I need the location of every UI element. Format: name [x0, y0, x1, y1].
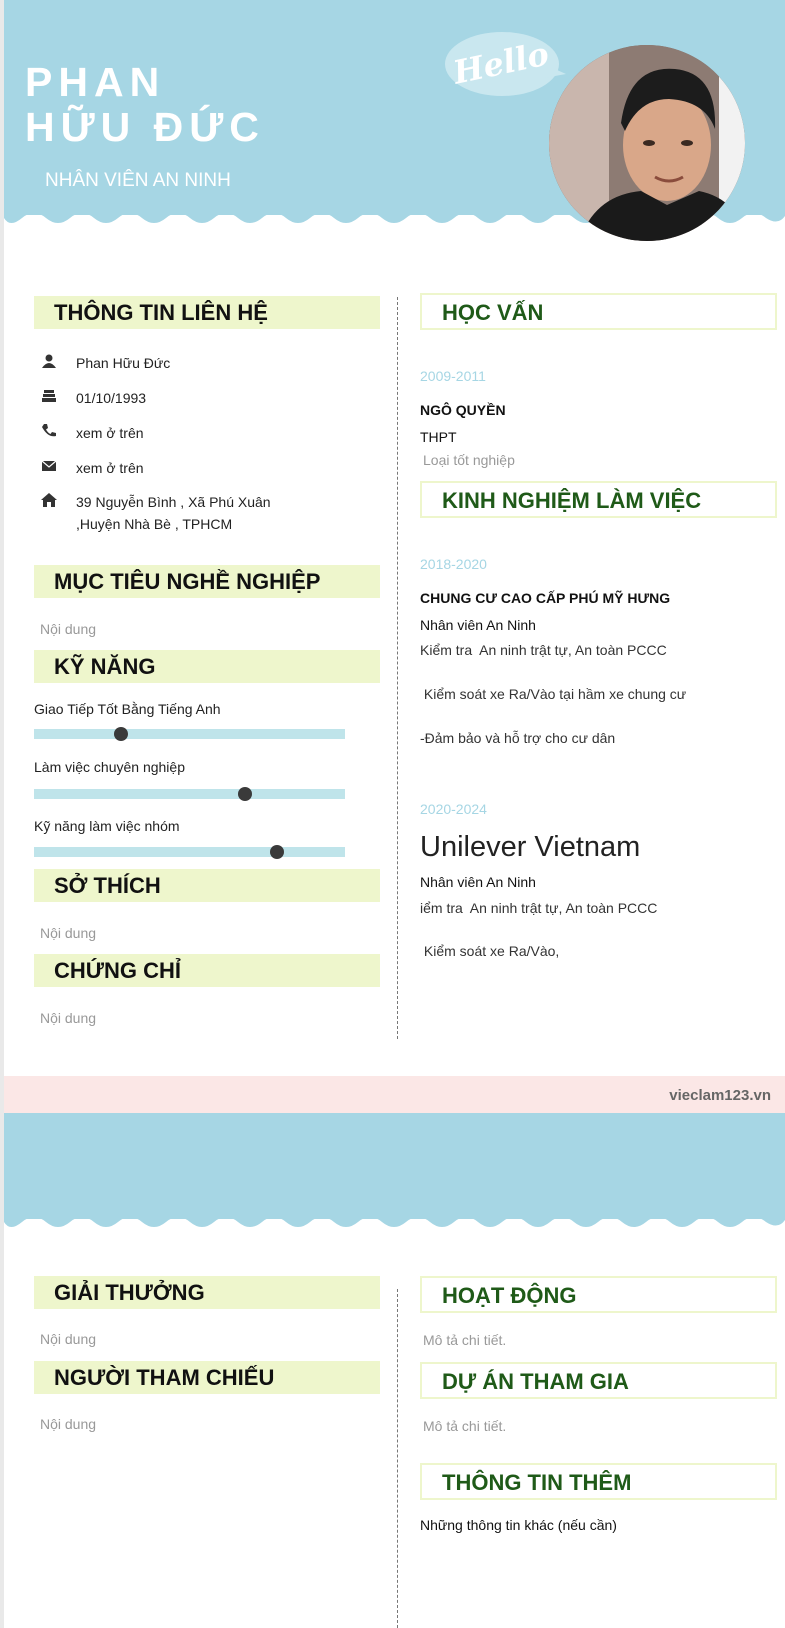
contact-birthday-row — [40, 387, 380, 409]
skill-knob — [114, 727, 128, 741]
section-additional-header — [420, 1463, 777, 1500]
additional-content: Những thông tin khác (nếu cần) — [420, 1517, 617, 1533]
name-line-2: HỮU ĐỨC — [25, 104, 265, 150]
section-title: NGƯỜI THAM CHIẾU — [54, 1365, 275, 1390]
job-company: Unilever Vietnam — [420, 831, 641, 863]
section-title: HỌC VẤN — [442, 300, 544, 325]
contact-phone-row — [40, 422, 380, 444]
hello-speech-bubble — [444, 28, 574, 100]
home-icon — [40, 491, 58, 509]
contact-email: xem ở trên — [76, 460, 144, 476]
person-icon — [40, 352, 58, 370]
section-activities-header — [420, 1276, 777, 1313]
job-desc-line: -Đảm bảo và hỗ trợ cho cư dân — [420, 730, 616, 746]
section-projects-header — [420, 1362, 777, 1399]
section-skills-header — [34, 650, 380, 683]
contact-name: Phan Hữu Đức — [76, 355, 171, 371]
skill-label: Kỹ năng làm việc nhóm — [34, 818, 180, 834]
job-company: CHUNG CƯ CAO CẤP PHÚ MỸ HƯNG — [420, 590, 671, 606]
job-role: Nhân viên An Ninh — [420, 617, 536, 633]
skill-label: Giao Tiếp Tốt Bằng Tiếng Anh — [34, 701, 221, 717]
education-grade: Loại tốt nghiệp — [423, 452, 515, 468]
education-school: NGÔ QUYỀN — [420, 402, 506, 418]
section-awards-header — [34, 1276, 380, 1309]
column-divider — [397, 297, 398, 1039]
references-content: Nội dung — [40, 1416, 97, 1432]
contact-email-row — [40, 457, 380, 479]
hobbies-content: Nội dung — [40, 925, 97, 941]
section-title: THÔNG TIN THÊM — [442, 1470, 632, 1495]
calendar-icon — [40, 387, 58, 405]
contact-name-row — [40, 352, 380, 374]
section-title: CHỨNG CHỈ — [54, 958, 182, 983]
projects-content: Mô tả chi tiết. — [423, 1418, 507, 1434]
job-desc-line: Kiểm soát xe Ra/Vào, — [420, 943, 560, 959]
section-title: THÔNG TIN LIÊN HỆ — [54, 300, 268, 325]
footer-band — [4, 1076, 785, 1113]
contact-phone: xem ở trên — [76, 425, 144, 441]
skill-bar — [34, 847, 345, 857]
section-hobbies-header — [34, 869, 380, 902]
job-years: 2018-2020 — [420, 556, 487, 572]
avatar-photo — [549, 45, 745, 241]
section-title: GIẢI THƯỞNG — [54, 1280, 205, 1305]
activities-content: Mô tả chi tiết. — [423, 1332, 507, 1348]
section-objective-header — [34, 565, 380, 598]
job-desc-line: Kiểm tra An ninh trật tự, An toàn PCCC — [420, 642, 667, 658]
section-title: MỤC TIÊU NGHỀ NGHIỆP — [54, 569, 321, 594]
section-title: KỸ NĂNG — [54, 654, 156, 679]
name-line-1: PHAN — [25, 59, 166, 105]
address-line-1: 39 Nguyễn Bình , Xã Phú Xuân — [76, 494, 271, 510]
section-title: HOẠT ĐỘNG — [442, 1283, 577, 1308]
footer-brand: vieclam123.vn — [669, 1087, 771, 1104]
wave-edge — [4, 1212, 785, 1234]
skill-bar — [34, 729, 345, 739]
resume-page-2 — [4, 1113, 785, 1628]
job-desc-line: Kiểm soát xe Ra/Vào tại hầm xe chung cư — [420, 686, 687, 702]
full-name — [25, 60, 265, 150]
address-line-2: ,Huyện Nhà Bè , TPHCM — [76, 516, 233, 532]
job-role: Nhân viên An Ninh — [420, 874, 536, 890]
contact-address — [76, 491, 271, 535]
header-banner — [4, 1113, 785, 1219]
phone-icon — [40, 422, 58, 440]
skill-knob — [270, 845, 284, 859]
hello-text: Hello — [449, 34, 552, 92]
job-desc-line: iểm tra An ninh trật tự, An toàn PCCC — [420, 900, 658, 916]
section-references-header — [34, 1361, 380, 1394]
section-title: DỰ ÁN THAM GIA — [442, 1369, 629, 1394]
contact-birthday: 01/10/1993 — [76, 390, 147, 406]
job-years: 2020-2024 — [420, 801, 487, 817]
education-years: 2009-2011 — [420, 368, 486, 384]
skill-label: Làm việc chuyên nghiệp — [34, 759, 185, 775]
skill-knob — [238, 787, 252, 801]
certificates-content: Nội dung — [40, 1010, 97, 1026]
envelope-icon — [40, 457, 58, 475]
job-title: NHÂN VIÊN AN NINH — [45, 170, 231, 191]
section-contact-header — [34, 296, 380, 329]
education-degree: THPT — [420, 429, 457, 445]
contact-address-row — [40, 491, 380, 535]
section-experience-header — [420, 481, 777, 518]
resume-page-1 — [4, 0, 785, 1076]
section-education-header — [420, 293, 777, 330]
awards-content: Nội dung — [40, 1331, 97, 1347]
section-certificates-header — [34, 954, 380, 987]
skill-bar — [34, 789, 345, 799]
section-title: SỞ THÍCH — [54, 873, 161, 898]
section-title: KINH NGHIỆM LÀM VIỆC — [442, 488, 702, 513]
column-divider — [397, 1289, 398, 1628]
objective-content: Nội dung — [40, 621, 97, 637]
